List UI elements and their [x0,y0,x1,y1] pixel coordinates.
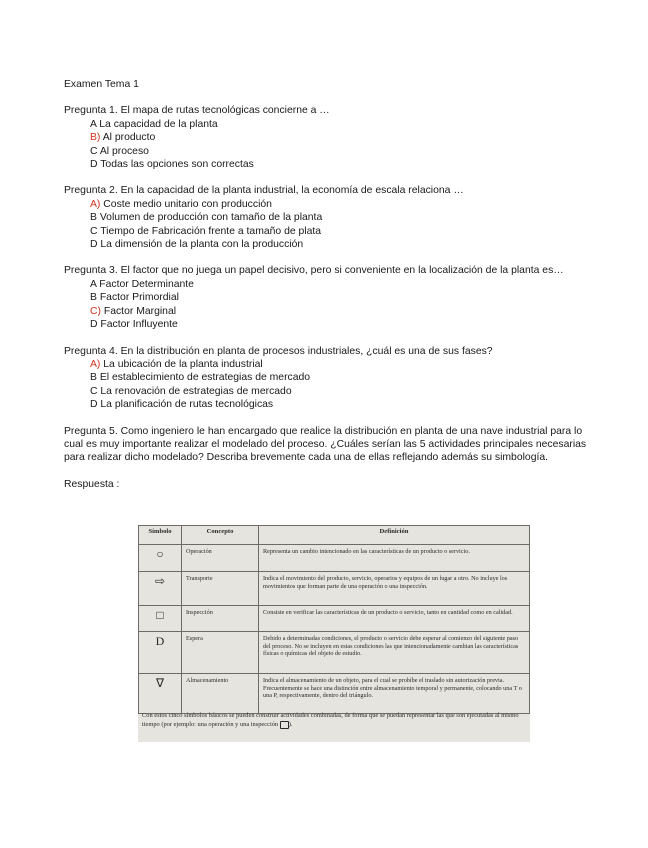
option-text: El establecimiento de estrategias de mercado [99,372,311,384]
option-b [90,211,604,224]
header-concept: Concepto [182,526,259,545]
option-c [90,305,604,318]
question-2 [64,184,604,251]
concept-cell: Operación [182,545,259,572]
selected-option-letter: B) [90,132,101,144]
table-footnote [142,711,526,729]
question-1 [64,104,604,171]
option-text: La ubicación de la planta industrial [103,358,263,370]
question-3 [64,264,604,331]
option-b [90,291,604,304]
option-text: La renovación de estrategias de mercado [100,385,292,397]
wait-d-icon: D [139,632,182,674]
option-text: La planificación de rutas tecnológicas [100,399,274,411]
option-text: Tiempo de Fabricación frente a tamaño de plata [100,225,322,237]
option-c [90,145,604,158]
definition-cell: Indica el almacenamiento de un objeto, para el cual se prohíbe el traslado sin autorización previa. Frecuentemente se hace una distinción entre almacenamiento temporal y permanente, colocando una T o una P, respectivamente, dentro del triángulo. [259,674,530,714]
operation-circle-icon: ○ [139,545,182,572]
concept-cell: Inspección [182,606,259,632]
exam-title: Examen Tema 1 [64,79,139,90]
option-text: Volumen de producción con tamaño de la planta [99,212,323,224]
option-letter: B [90,292,97,304]
option-letter: D [90,399,98,411]
option-a [90,118,604,131]
exam-document [64,78,604,491]
option-d [90,398,604,411]
option-letter: D [90,159,98,171]
inspection-square-icon: □ [139,606,182,632]
header-definition: Definición [259,526,530,545]
definition-cell: Indica el movimiento del producto, servicio, operarios y equipos de un lugar a otro. No incluye los movimientos que forman parte de una operación o una inspección. [259,572,530,606]
transport-arrow-icon: ⇨ [139,572,182,606]
question-text: Pregunta 1. El mapa de rutas tecnológicas concierne a … [64,105,330,117]
table-header-row [139,526,530,545]
option-text: Al proceso [99,145,149,157]
symbol-table [138,525,530,714]
option-letter: B [90,212,97,224]
option-c [90,225,604,238]
option-b [90,131,604,144]
option-c [90,385,604,398]
option-letter: D [90,319,98,331]
option-letter: A [90,278,97,290]
option-text: La dimensión de la planta con la producción [100,239,304,251]
option-letter: C [90,385,98,397]
selected-option-letter: A) [90,358,101,370]
option-text: La capacidad de la planta [99,118,218,130]
table-row [139,632,530,674]
option-text: Factor Primordial [99,292,179,304]
symbol-table-image [138,525,530,742]
table-row [139,545,530,572]
question-text: Pregunta 2. En la capacidad de la planta industrial, la economía de escala relaciona … [64,185,464,197]
question-4 [64,345,604,412]
option-text: Factor Influyente [100,319,178,331]
selected-option-letter: C) [90,305,101,317]
option-letter: C [90,225,98,237]
footnote-text: Con estos cinco símbolos básicos se pueden construir actividades combinadas, de forma que se puedan representar las que son ejecutadas al mismo tiempo (por ejemplo: una operación y una inspección [142,712,519,728]
option-text: Al producto [102,132,156,144]
storage-triangle-icon: ∇ [139,674,182,714]
footnote-end: ). [288,721,293,728]
option-text: Factor Marginal [103,305,177,317]
concept-cell: Almacenamiento [182,674,259,714]
definition-cell: Consiste en verificar las características de un producto o servicio, tanto en cantidad como en calidad. [259,606,530,632]
combined-operation-inspection-icon [280,721,289,729]
option-a [90,358,604,371]
option-text: Factor Determinante [99,278,194,290]
table-row [139,606,530,632]
option-a [90,278,604,291]
question-text: Pregunta 4. En la distribución en planta de procesos industriales, ¿cuál es una de sus fases? [64,345,493,357]
table-row [139,674,530,714]
option-letter: C [90,145,98,157]
definition-cell: Debido a determinadas condiciones, el producto o servicio debe esperar al comienzo del siguiente paso del proceso. No se incluyen en estas condiciones las que intencionadamente cambian las características físicas o químicas del objeto de estudio. [259,632,530,674]
table-row [139,572,530,606]
selected-option-letter: A) [90,198,101,210]
option-text: Todas las opciones son correctas [100,159,254,171]
concept-cell: Espera [182,632,259,674]
option-a [90,198,604,211]
answer-label: Respuesta : [64,478,120,490]
option-d [90,238,604,251]
concept-cell: Transporte [182,572,259,606]
header-symbol: Símbolo [139,526,182,545]
option-d [90,158,604,171]
definition-cell: Representa un cambio intencionado en las características de un producto o servicio. [259,545,530,572]
option-letter: B [90,372,97,384]
option-text: Coste medio unitario con producción [103,198,272,210]
question-text: Pregunta 3. El factor que no juega un papel decisivo, pero si conveniente en la localización de la planta es… [64,265,564,277]
option-b [90,371,604,384]
option-d [90,318,604,331]
question-5: Pregunta 5. Como ingeniero le han encargado que realice la distribución en planta de una nave industrial para lo cual es muy importante realizar el modelado del proceso. ¿Cuáles serían las 5 actividades principales necesarias para realizar dicho modelado? Describa brevemente cada una de ellas reflejando además su simbología. [64,425,587,464]
option-letter: A [90,118,97,130]
option-letter: D [90,239,98,251]
